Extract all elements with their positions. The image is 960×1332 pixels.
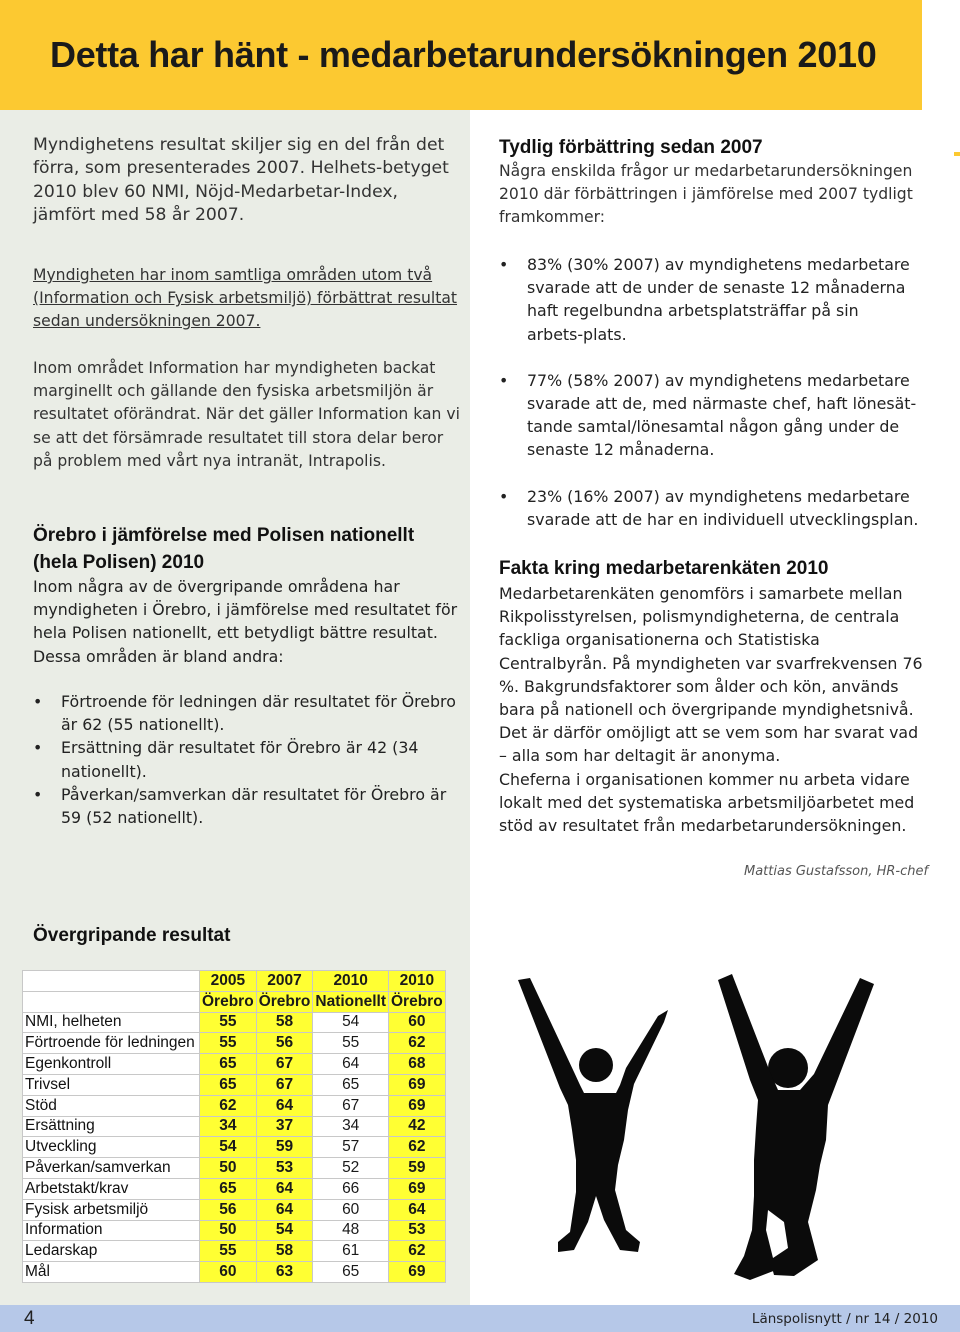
table-cell: 63 bbox=[256, 1262, 313, 1283]
table-header-year: 2010 bbox=[389, 971, 446, 992]
table-cell: 62 bbox=[200, 1095, 257, 1116]
improvement-heading: Tydlig förbättring sedan 2007 bbox=[499, 137, 763, 158]
list-item: • Påverkan/samverkan där resultatet för Örebro är 59 (52 nationellt). bbox=[33, 784, 447, 828]
table-row bbox=[23, 1199, 446, 1220]
table-cell: 65 bbox=[313, 1262, 389, 1283]
table-cell: 37 bbox=[256, 1116, 313, 1137]
table-cell: 50 bbox=[200, 1158, 257, 1179]
table-header-row bbox=[23, 991, 446, 1012]
table-row bbox=[23, 1137, 446, 1158]
comparison-body: Inom några av de övergripande områdena har myndigheten i Örebro, i jämförelse med resultatet för hela Polisen nationellt, ett betydligt bättre resultat. Dessa områden är bland andra: bbox=[33, 577, 458, 666]
table-cell: 65 bbox=[200, 1074, 257, 1095]
list-item: • 23% (16% 2007) av myndighetens medarbetare svarade att de har en individuell utvecklingsplan. bbox=[499, 486, 919, 529]
row-label: Fysisk arbetsmiljö bbox=[23, 1199, 200, 1220]
table-header-unit: Örebro bbox=[256, 991, 313, 1012]
row-label: Ledarskap bbox=[23, 1241, 200, 1262]
table-cell: 53 bbox=[389, 1220, 446, 1241]
table-row bbox=[23, 1074, 446, 1095]
intro-paragraph: Myndighetens resultat skiljer sig en del från det förra, som presenterades 2007. Helhets-betyget 2010 blev 60 NMI, Nöjd-Medarbetar-Index, jämfört med 58 år 2007. bbox=[33, 135, 449, 225]
table-cell: 52 bbox=[313, 1158, 389, 1179]
bullet-icon: • bbox=[499, 255, 509, 274]
table-cell: 56 bbox=[256, 1033, 313, 1054]
jumping-people-silhouette-icon bbox=[488, 960, 918, 1300]
list-item: • Ersättning där resultatet för Örebro är 42 (34 nationellt). bbox=[33, 738, 419, 781]
facts-body: Medarbetarenkäten genomförs i samarbete mellan Rikpolisstyrelsen, polismyndigheterna, de centrala fackliga organisationerna och Statistiska Centralbyrån. På myndigheten var svarfrekvensen 76 %. Bakgrundsfaktorer som ålder och kön, används bara på nationell och övergripande myndighetsnivå. Det är därför omöjligt att se vem som har svarat vad – alla som har deltagit är anonyma. bbox=[499, 584, 923, 766]
bullet-icon: • bbox=[499, 486, 509, 506]
bullet-icon: • bbox=[33, 692, 43, 711]
table-header-unit: Nationellt bbox=[313, 991, 389, 1012]
table-cell: 50 bbox=[200, 1220, 257, 1241]
table-cell: 60 bbox=[200, 1262, 257, 1283]
table-cell: 62 bbox=[389, 1033, 446, 1054]
bullet-icon: • bbox=[499, 370, 509, 390]
comparison-bullet-list bbox=[33, 690, 463, 829]
improvement-lead: Några enskilda frågor ur medarbetarundersökningen 2010 där förbättringen i jämförelse med 2007 tydligt framkommer: bbox=[499, 162, 913, 227]
table-header-year: 2007 bbox=[256, 971, 313, 992]
table-cell: 60 bbox=[389, 1012, 446, 1033]
table-header-unit: Örebro bbox=[200, 991, 257, 1012]
row-label: Förtroende för ledningen bbox=[23, 1033, 200, 1054]
table-header-year: 2010 bbox=[313, 971, 389, 992]
table-cell: 34 bbox=[200, 1116, 257, 1137]
page-title: Detta har hänt - medarbetarundersökningen 2010 bbox=[50, 34, 877, 75]
row-label: Mål bbox=[23, 1262, 200, 1283]
table-cell: 69 bbox=[389, 1178, 446, 1199]
table-row bbox=[23, 1158, 446, 1179]
table-cell: 66 bbox=[313, 1178, 389, 1199]
table-cell: 65 bbox=[313, 1074, 389, 1095]
results-table bbox=[22, 970, 446, 1283]
table-cell: 65 bbox=[200, 1054, 257, 1075]
list-item: • 77% (58% 2007) av myndighetens medarbetare svarade att de, med närmaste chef, haft lönesät-tande samtal/lönesamtal någon gång under de senaste 12 månaderna. bbox=[499, 370, 917, 460]
table-cell: 42 bbox=[389, 1116, 446, 1137]
table-cell: 68 bbox=[389, 1054, 446, 1075]
table-row bbox=[23, 1054, 446, 1075]
table-row bbox=[23, 1262, 446, 1283]
row-label: Stöd bbox=[23, 1095, 200, 1116]
right-edge-strip bbox=[922, 0, 960, 1305]
table-cell: 55 bbox=[200, 1241, 257, 1262]
table-cell: 48 bbox=[313, 1220, 389, 1241]
footer-bar bbox=[0, 1305, 960, 1332]
table-corner bbox=[23, 971, 200, 992]
table-cell: 54 bbox=[313, 1012, 389, 1033]
magazine-issue: Länspolisnytt / nr 14 / 2010 bbox=[751, 1311, 938, 1327]
row-label: Ersättning bbox=[23, 1116, 200, 1137]
table-cell: 69 bbox=[389, 1262, 446, 1283]
improvement-bullet-list bbox=[499, 253, 919, 531]
list-item: • Förtroende för ledningen där resultatet för Örebro är 62 (55 nationellt). bbox=[33, 692, 456, 735]
table-cell: 54 bbox=[200, 1137, 257, 1158]
table-header-row bbox=[23, 971, 446, 992]
table-cell: 55 bbox=[200, 1033, 257, 1054]
signature: Mattias Gustafsson, HR-chef bbox=[744, 864, 929, 879]
table-cell: 62 bbox=[389, 1137, 446, 1158]
table-cell: 55 bbox=[200, 1012, 257, 1033]
table-cell: 59 bbox=[256, 1137, 313, 1158]
row-label: Utveckling bbox=[23, 1137, 200, 1158]
table-cell: 64 bbox=[256, 1095, 313, 1116]
table-cell: 62 bbox=[389, 1241, 446, 1262]
row-label: Trivsel bbox=[23, 1074, 200, 1095]
table-cell: 67 bbox=[256, 1074, 313, 1095]
row-label: Påverkan/samverkan bbox=[23, 1158, 200, 1179]
table-cell: 65 bbox=[200, 1178, 257, 1199]
list-item: • 83% (30% 2007) av myndighetens medarbetare svarade att de under de senaste 12 månaderna haft regelbundna arbetsplatsträffar på sin arbets-plats. bbox=[499, 255, 910, 344]
table-cell: 61 bbox=[313, 1241, 389, 1262]
row-label: NMI, helheten bbox=[23, 1012, 200, 1033]
table-cell: 69 bbox=[389, 1095, 446, 1116]
table-cell: 64 bbox=[256, 1178, 313, 1199]
table-row bbox=[23, 1033, 446, 1054]
results-heading: Övergripande resultat bbox=[33, 925, 231, 946]
table-row bbox=[23, 1241, 446, 1262]
table-row bbox=[23, 1116, 446, 1137]
table-cell: 54 bbox=[256, 1220, 313, 1241]
row-label: Arbetstakt/krav bbox=[23, 1178, 200, 1199]
table-cell: 58 bbox=[256, 1241, 313, 1262]
page-number: 4 bbox=[24, 1308, 35, 1329]
edge-marker bbox=[954, 152, 960, 156]
bullet-icon: • bbox=[33, 738, 43, 758]
table-cell: 64 bbox=[389, 1199, 446, 1220]
facts-followup: Cheferna i organisationen kommer nu arbeta vidare lokalt med det systematiska arbetsmiljöarbetet med stöd av resultatet från medarbetarundersökningen. bbox=[499, 770, 915, 836]
table-cell: 64 bbox=[256, 1199, 313, 1220]
comparison-heading: Örebro i jämförelse med Polisen nationellt (hela Polisen) 2010 bbox=[33, 525, 415, 573]
table-cell: 67 bbox=[256, 1054, 313, 1075]
table-header-unit: Örebro bbox=[389, 991, 446, 1012]
row-label: Information bbox=[23, 1220, 200, 1241]
table-body bbox=[23, 1012, 446, 1282]
bullet-icon: • bbox=[33, 784, 43, 804]
table-corner bbox=[23, 991, 200, 1012]
table-header-year: 2005 bbox=[200, 971, 257, 992]
table-cell: 60 bbox=[313, 1199, 389, 1220]
table-cell: 67 bbox=[313, 1095, 389, 1116]
table-cell: 57 bbox=[313, 1137, 389, 1158]
table-row bbox=[23, 1012, 446, 1033]
header-banner bbox=[0, 0, 922, 110]
table-cell: 59 bbox=[389, 1158, 446, 1179]
information-paragraph: Inom området Information har myndigheten backat marginellt och gällande den fysiska arbetsmiljön är resultatet oförändrat. När det gäller Information kan vi se att det försämrade resultatet till stora delar beror på problem med vårt nya intranät, Intrapolis. bbox=[33, 359, 460, 470]
improvement-paragraph: Myndigheten har inom samtliga områden utom två (Information och Fysisk arbetsmiljö) förbättrat resultat sedan undersökningen 2007. bbox=[33, 266, 458, 331]
table-row bbox=[23, 1220, 446, 1241]
table-cell: 34 bbox=[313, 1116, 389, 1137]
table-cell: 58 bbox=[256, 1012, 313, 1033]
facts-heading: Fakta kring medarbetarenkäten 2010 bbox=[499, 558, 829, 579]
table-cell: 64 bbox=[313, 1054, 389, 1075]
row-label: Egenkontroll bbox=[23, 1054, 200, 1075]
table-cell: 53 bbox=[256, 1158, 313, 1179]
table-row bbox=[23, 1178, 446, 1199]
table-cell: 69 bbox=[389, 1074, 446, 1095]
table-cell: 56 bbox=[200, 1199, 257, 1220]
table-cell: 55 bbox=[313, 1033, 389, 1054]
table-row bbox=[23, 1095, 446, 1116]
